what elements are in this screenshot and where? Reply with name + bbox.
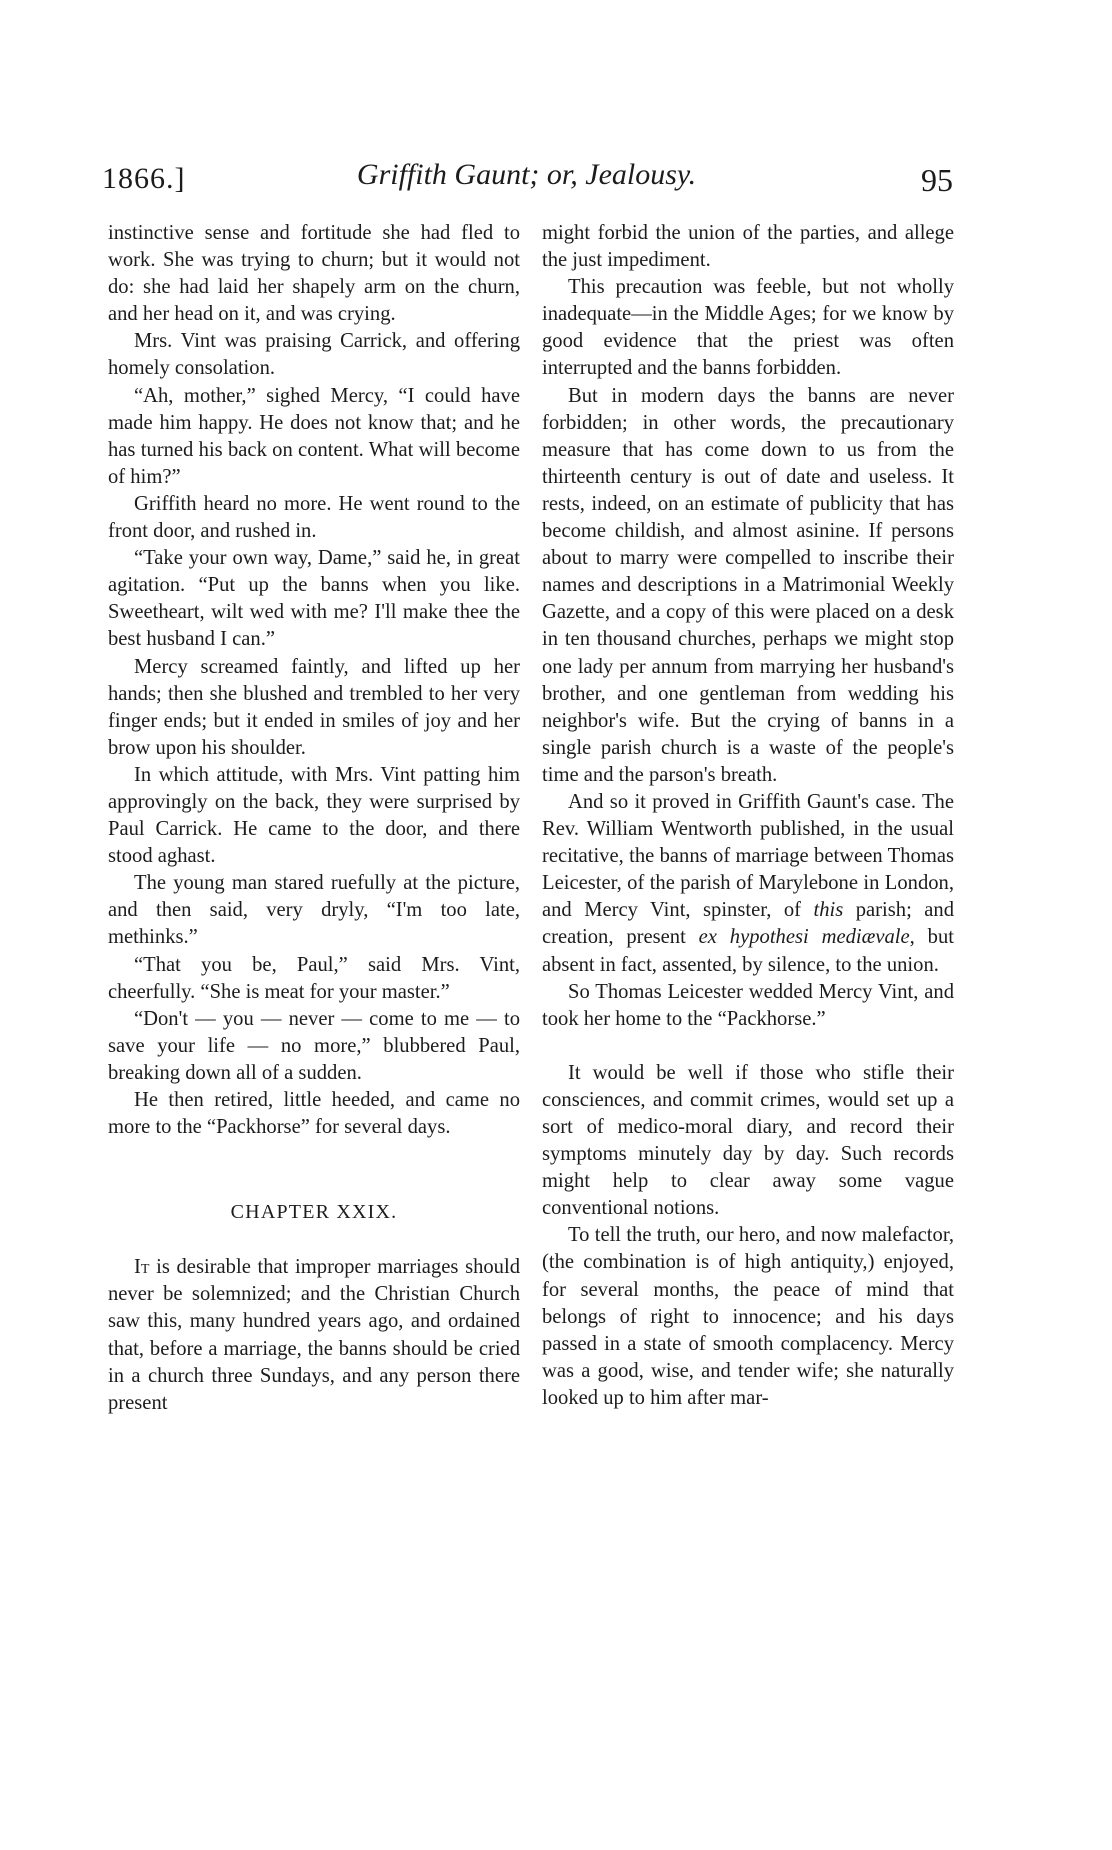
right-column	[542, 220, 954, 1412]
chapter-opening-paragraph	[108, 1254, 520, 1417]
paragraph: This precaution was feeble, but not wholly inadequate—in the Middle Ages; for we know by good evidence that the priest was often interrupted and the banns forbidden.	[542, 276, 954, 380]
para-text: parish; and creation, present	[542, 899, 954, 949]
paragraph	[542, 789, 954, 979]
paragraph: Griffith heard no more. He went round to the front door, and rushed in.	[108, 492, 520, 543]
latin-phrase: ex hypothesi mediævale	[698, 926, 910, 949]
header-title: Griffith Gaunt; or, Jealousy.	[356, 158, 697, 191]
para-text: , but absent in fact, assented, by silence, to the union.	[542, 926, 954, 976]
paragraph: He then retired, little heeded, and came no more to the “Packhorse” for several days.	[108, 1089, 520, 1139]
paragraph: But in modern days the banns are never forbidden; in other words, the precautionary measure that has come down to us from the thirteenth century is out of date and useless. It rests, indeed, on an estimate of publicity that has become childish, and almost asinine. If persons about to marry were compelled to inscribe their names and descriptions in a Matrimonial Weekly Gazette, and a copy of this were placed on a desk in ten thousand churches, perhaps we might stop one lady per annum from marrying her husband's brother, and one gentleman from wedding his neighbor's wife. But the crying of banns in a single parish church is a waste of the people's time and the parson's breath.	[542, 384, 954, 786]
chapter-first-word: It	[134, 1256, 150, 1279]
paragraph: might forbid the union of the parties, and allege the just impediment.	[542, 222, 954, 272]
chapter-opening-text: is desirable that improper marriages should never be solemnized; and the Christian Church saw this, many hundred years ago, and ordained that, before a marriage, the banns should be cried in a church three Sundays, and any person there present	[108, 1256, 520, 1414]
running-header	[98, 158, 955, 202]
para-text: And so it proved in Griffith Gaunt's case. The Rev. William Wentworth published, in the usual recitative, the banns of marriage between Thomas Leicester, of the parish of Marylebone in London, and Mercy Vint, spinster, of	[542, 790, 954, 922]
paragraph: “Ah, mother,” sighed Mercy, “I could have made him happy. He does not know that; and he has turned his back on content. What will become of him?”	[108, 384, 520, 488]
paragraph: The young man stared ruefully at the picture, and then said, very dryly, “I'm too late, methinks.”	[108, 872, 520, 949]
emphasis-this: this	[813, 899, 844, 922]
left-column	[108, 220, 520, 1417]
paragraph: “Take your own way, Dame,” said he, in great agitation. “Put up the banns when you like. Sweetheart, wilt wed with me? I'll make thee the best husband I can.”	[108, 547, 520, 651]
paragraph: “That you be, Paul,” said Mrs. Vint, cheerfully. “She is meat for your master.”	[108, 953, 520, 1003]
page-number: 95	[921, 162, 953, 198]
paragraph: Mrs. Vint was praising Carrick, and offering homely consolation.	[108, 330, 520, 380]
paragraph: To tell the truth, our hero, and now malefactor, (the combination is of high antiquity,) enjoyed, for several months, the peace of mind that belongs of right to innocence; and his days passed in a state of smooth complacency. Mercy was a good, wise, and tender wife; she naturally looked up to him after mar-	[542, 1224, 954, 1409]
paragraph: Mercy screamed faintly, and lifted up her hands; then she blushed and trembled to her very finger ends; but it ended in smiles of joy and her brow upon his shoulder.	[108, 655, 520, 759]
chapter-heading: CHAPTER XXIX.	[230, 1201, 398, 1224]
paragraph: So Thomas Leicester wedded Mercy Vint, and took her home to the “Packhorse.”	[542, 980, 954, 1030]
paragraph: instinctive sense and fortitude she had fled to work. She was trying to churn; but it would not do: she had laid her shapely arm on the churn, and her head on it, and was crying.	[108, 222, 520, 326]
paragraph: In which attitude, with Mrs. Vint patting him approvingly on the back, they were surprised by Paul Carrick. He came to the door, and there stood aghast.	[108, 763, 520, 868]
paragraph: It would be well if those who stifle their consciences, and commit crimes, would set up a sort of medico-moral diary, and record their symptoms minutely day by day. Such records might help to clear away some vague conventional notions.	[542, 1061, 954, 1220]
paragraph: “Don't — you — never — come to me — to save your life — no more,” blubbered Paul, breaking down all of a sudden.	[108, 1007, 520, 1084]
header-year: 1866.]	[102, 162, 186, 195]
